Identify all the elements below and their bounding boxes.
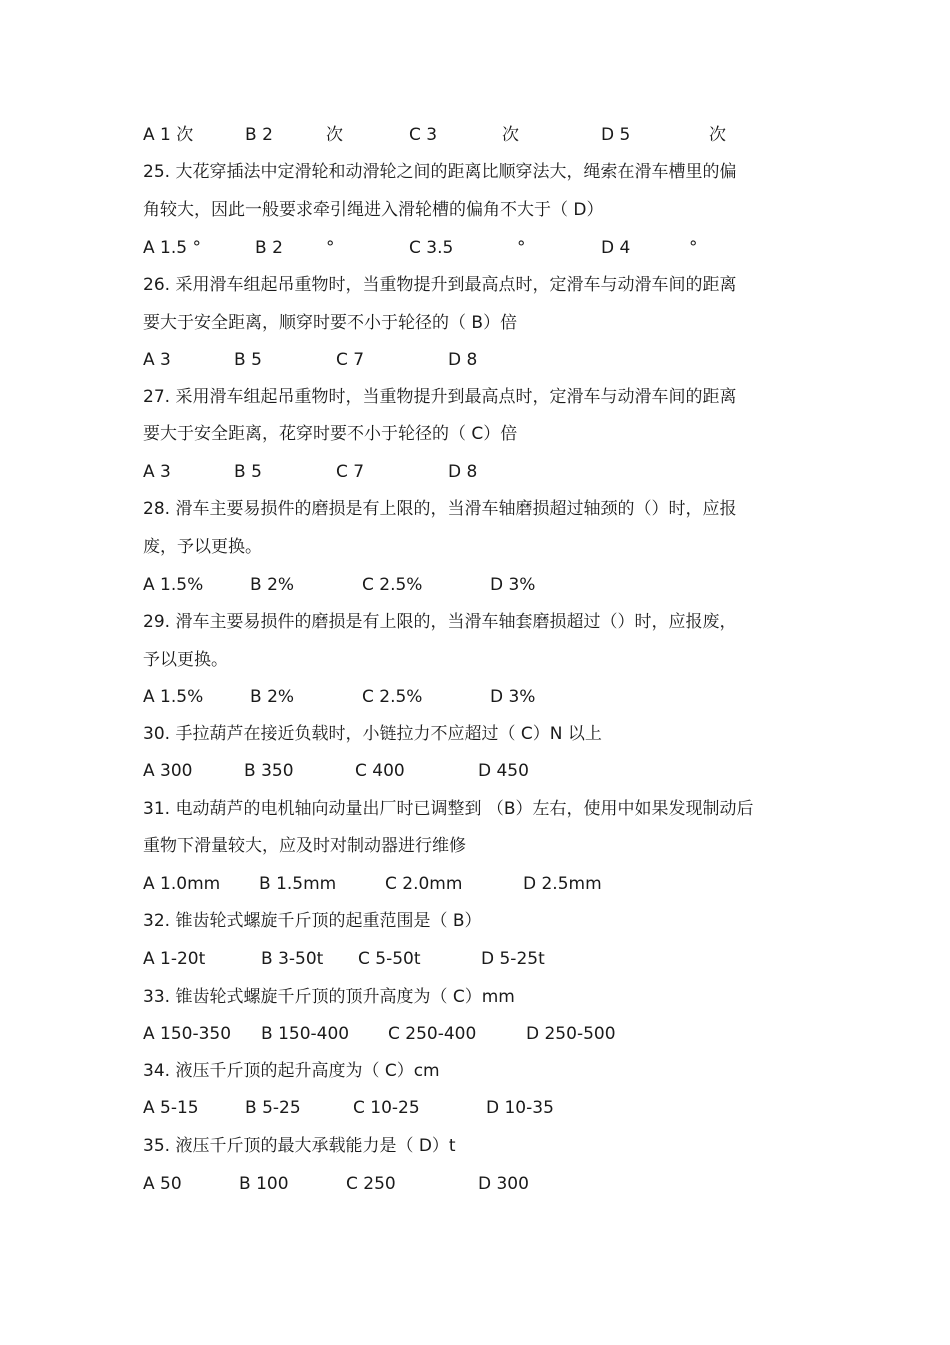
q35-text-line1: 35. 液压千斤顶的最大承载能力是（ D）t (143, 1136, 456, 1156)
q31-option-a: A 1.0mm (143, 874, 221, 894)
q34-option-d: D 10-35 (486, 1098, 554, 1118)
q26-text-line1: 26. 采用滑车组起吊重物时，当重物提升到最高点时，定滑车与动滑车间的距离 (143, 275, 737, 295)
q28-text-line2: 废，予以更换。 (143, 537, 262, 557)
q31-option-c: C 2.0mm (385, 874, 463, 894)
q29-option-b: B 2% (250, 687, 295, 707)
q30-option-a: A 300 (143, 761, 193, 781)
q31-option-b: B 1.5mm (259, 874, 337, 894)
q27-option-a: A 3 (143, 462, 171, 482)
q26-option-a: A 3 (143, 350, 171, 370)
q28-option-b: B 2% (250, 575, 295, 595)
q29-option-d: D 3% (490, 687, 536, 707)
q31-text-line1: 31. 电动葫芦的电机轴向动量出厂时已调整到 （B）左右，使用中如果发现制动后 (143, 799, 754, 819)
q29-option-c: C 2.5% (362, 687, 423, 707)
q31-option-d: D 2.5mm (523, 874, 602, 894)
q25-option-b: B 2 (255, 238, 283, 258)
q30-option-c: C 400 (355, 761, 405, 781)
q24-option-d: D 5 (601, 125, 631, 145)
q27-option-b: B 5 (234, 462, 262, 482)
q32-option-d: D 5-25t (481, 949, 545, 969)
q26-option-d: D 8 (448, 350, 478, 370)
q27-text-line1: 27. 采用滑车组起吊重物时，当重物提升到最高点时，定滑车与动滑车间的距离 (143, 387, 737, 407)
q24-option-b-unit: 次 (326, 125, 343, 145)
q34-option-a: A 5-15 (143, 1098, 199, 1118)
q25-option-c-unit: ° (517, 238, 526, 258)
q31-text-line2: 重物下滑量较大，应及时对制动器进行维修 (143, 836, 466, 856)
q25-text-line1: 25. 大花穿插法中定滑轮和动滑轮之间的距离比顺穿法大，绳索在滑车槽里的偏 (143, 162, 737, 182)
q30-option-b: B 350 (244, 761, 294, 781)
q29-option-a: A 1.5% (143, 687, 204, 707)
q27-option-c: C 7 (336, 462, 365, 482)
q29-text-line1: 29. 滑车主要易损件的磨损是有上限的，当滑车轴套磨损超过（）时，应报废， (143, 612, 737, 632)
q34-text-line1: 34. 液压千斤顶的起升高度为（ C）cm (143, 1061, 440, 1081)
q25-text-line2: 角较大，因此一般要求牵引绳进入滑轮槽的偏角不大于（ D） (143, 200, 604, 220)
q28-option-a: A 1.5% (143, 575, 204, 595)
q33-option-a: A 150-350 (143, 1024, 232, 1044)
q25-option-d-unit: ° (689, 238, 698, 258)
q25-option-b-unit: ° (326, 238, 335, 258)
q27-text-line2: 要大于安全距离，花穿时要不小于轮径的（ C）倍 (143, 424, 518, 444)
q25-option-c: C 3.5 (409, 238, 454, 258)
q28-text-line1: 28. 滑车主要易损件的磨损是有上限的，当滑车轴磨损超过轴颈的（）时，应报 (143, 499, 737, 519)
q32-option-b: B 3-50t (261, 949, 324, 969)
q28-option-d: D 3% (490, 575, 536, 595)
q24-option-b: B 2 (245, 125, 273, 145)
q34-option-c: C 10-25 (353, 1098, 420, 1118)
q35-option-a: A 50 (143, 1174, 182, 1194)
q27-option-d: D 8 (448, 462, 478, 482)
q30-text-line1: 30. 手拉葫芦在接近负载时，小链拉力不应超过（ C）N 以上 (143, 724, 602, 744)
q33-option-d: D 250-500 (526, 1024, 616, 1044)
q34-option-b: B 5-25 (245, 1098, 301, 1118)
q32-text-line1: 32. 锥齿轮式螺旋千斤顶的起重范围是（ B） (143, 911, 482, 931)
q25-option-d: D 4 (601, 238, 631, 258)
q32-option-c: C 5-50t (358, 949, 421, 969)
q30-option-d: D 450 (478, 761, 529, 781)
q29-text-line2: 予以更换。 (143, 650, 228, 670)
q33-option-b: B 150-400 (261, 1024, 350, 1044)
q33-option-c: C 250-400 (388, 1024, 477, 1044)
q24-option-a: A 1 次 (143, 125, 194, 145)
q35-option-c: C 250 (346, 1174, 396, 1194)
q26-option-b: B 5 (234, 350, 262, 370)
q35-option-b: B 100 (239, 1174, 289, 1194)
q26-option-c: C 7 (336, 350, 365, 370)
q25-option-a: A 1.5 ° (143, 238, 201, 258)
q32-option-a: A 1-20t (143, 949, 206, 969)
q28-option-c: C 2.5% (362, 575, 423, 595)
q26-text-line2: 要大于安全距离，顺穿时要不小于轮径的（ B）倍 (143, 313, 518, 333)
q35-option-d: D 300 (478, 1174, 529, 1194)
q33-text-line1: 33. 锥齿轮式螺旋千斤顶的顶升高度为（ C）mm (143, 987, 515, 1007)
q24-option-c: C 3 (409, 125, 438, 145)
q24-option-c-unit: 次 (502, 125, 519, 145)
q24-option-d-unit: 次 (709, 125, 726, 145)
